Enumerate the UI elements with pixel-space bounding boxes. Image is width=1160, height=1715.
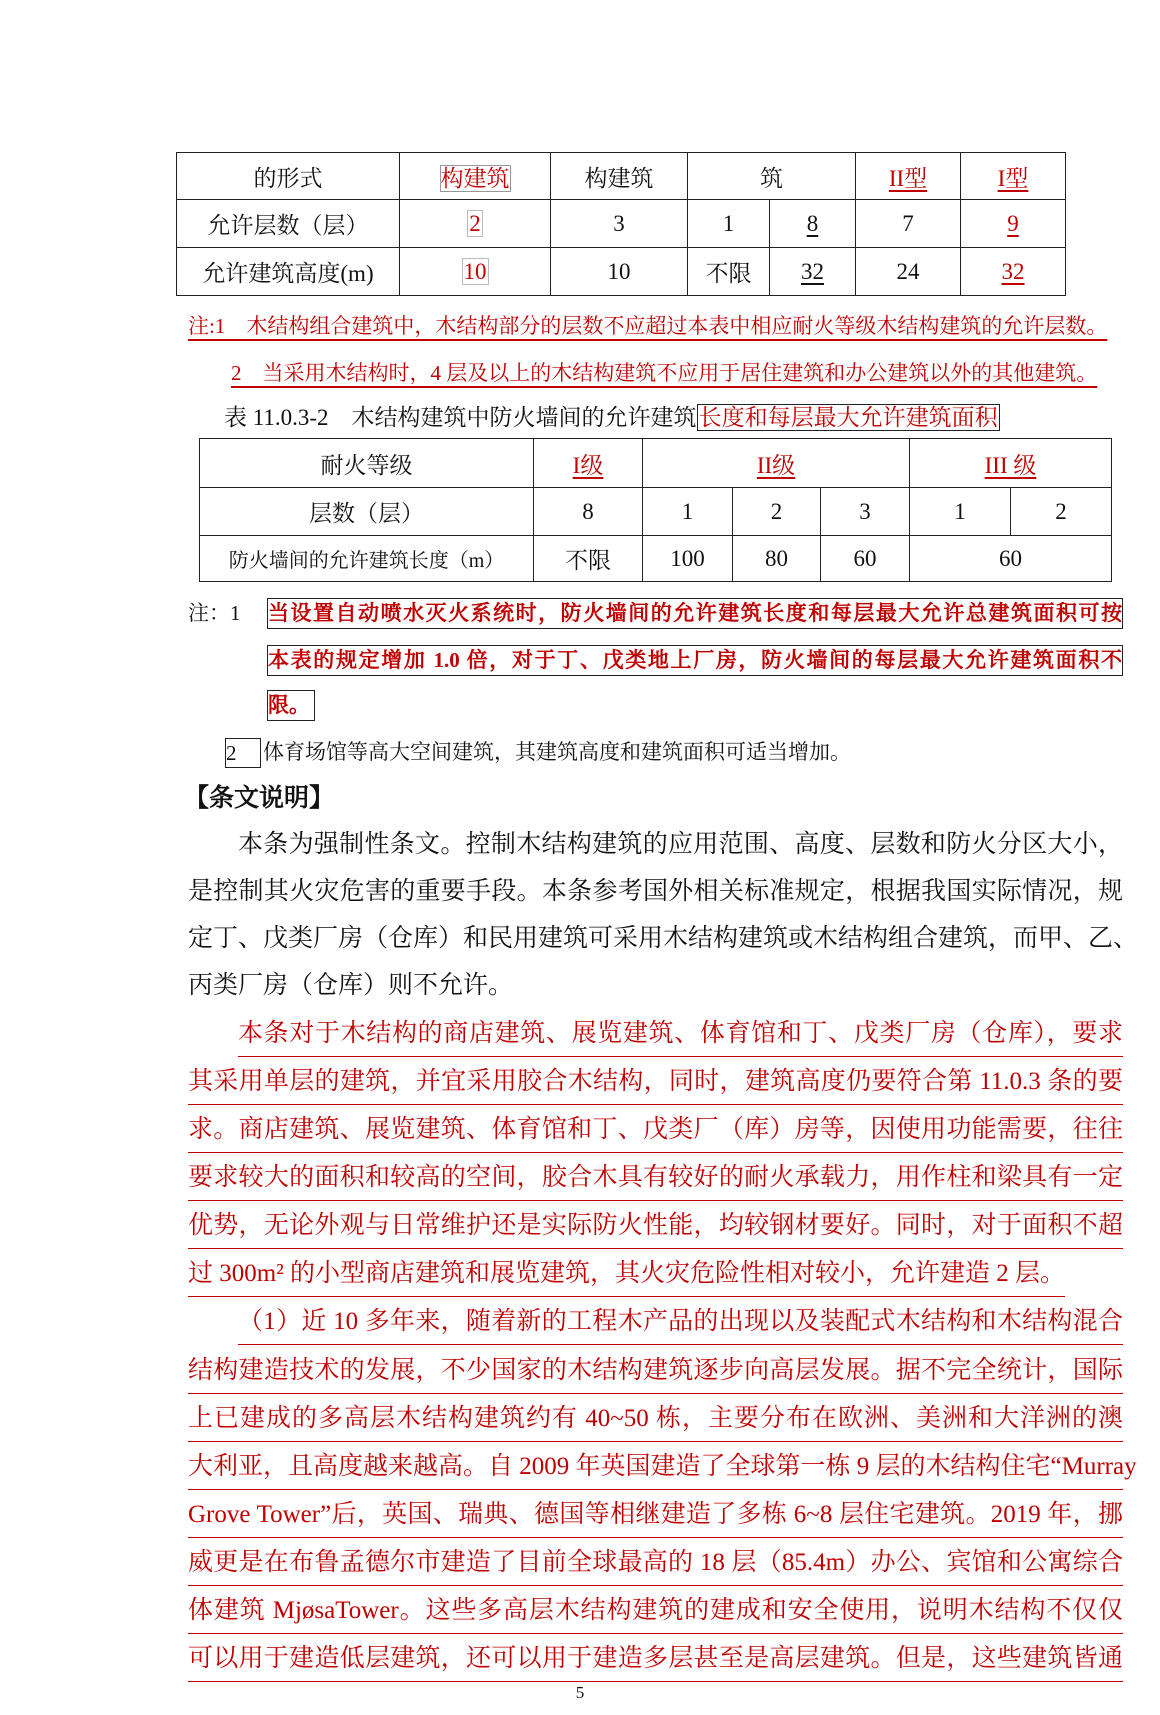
paragraph-line: 求。商店建筑、展览建筑、体育馆和丁、戊类厂（库）房等，因使用功能需要，往往 xyxy=(188,1108,1123,1153)
table-cell: 8 xyxy=(534,488,643,536)
paragraph-line: 其采用单层的建筑，并宜采用胶合木结构，同时，建筑高度仍要符合第 11.0.3 条的要 xyxy=(188,1060,1123,1105)
row-label: 防火墙间的允许建筑长度（m） xyxy=(200,536,534,582)
paragraph-line: 威更是在布鲁孟德尔市建造了目前全球最高的 18 层（85.4m）办公、宾馆和公寓综合 xyxy=(188,1541,1123,1586)
header-cell xyxy=(856,153,961,200)
header-text: I型 xyxy=(997,165,1029,191)
table-cell: 1 xyxy=(910,488,1011,536)
paragraph-line: 可以用于建造低层建筑，还可以用于建造多层甚至是高层建筑。但是，这些建筑皆通 xyxy=(188,1637,1123,1682)
table-cell xyxy=(400,200,551,248)
table-cell: 不限 xyxy=(534,536,643,582)
note2-number: 2 xyxy=(225,738,261,768)
paragraph-line: 结构建造技术的发展，不少国家的木结构建筑逐步向高层发展。据不完全统计，国际 xyxy=(188,1349,1123,1394)
paragraph-line: Grove Tower”后，英国、瑞典、德国等相继建造了多栋 6~8 层住宅建筑。2019 年，挪 xyxy=(188,1493,1123,1538)
table-cell: 1 xyxy=(643,488,733,536)
header-cell xyxy=(961,153,1066,200)
table-cell: 3 xyxy=(551,200,688,248)
table-cell: 2 xyxy=(733,488,821,536)
cell-value: 32 xyxy=(801,258,824,284)
table2-caption xyxy=(224,403,1000,433)
paragraph-line: 本条对于木结构的商店建筑、展览建筑、体育馆和丁、戊类厂房（仓库），要求 xyxy=(238,1012,1123,1057)
table-cell: 60 xyxy=(821,536,910,582)
table-row xyxy=(177,248,1066,296)
paragraph-line: 优势，无论外观与日常维护还是实际防火性能，均较钢材要好。同时，对于面积不超 xyxy=(188,1204,1123,1249)
table-cell: 不限 xyxy=(688,248,770,296)
paragraph-line: 要求较大的面积和较高的空间，胶合木具有较好的耐火承载力，用作柱和梁具有一定 xyxy=(188,1156,1123,1201)
table-row xyxy=(200,536,1112,582)
section-title: 【条文说明】 xyxy=(184,785,335,812)
table-cell: 2 xyxy=(1011,488,1112,536)
table-cell: 24 xyxy=(856,248,961,296)
header-text: II级 xyxy=(756,452,796,478)
row-label: 层数（层） xyxy=(200,488,534,536)
header-text: III 级 xyxy=(984,452,1037,478)
header-cell xyxy=(400,153,551,200)
header-cell xyxy=(910,439,1112,488)
table-header-row xyxy=(200,439,1112,488)
note1-line: 限。 xyxy=(267,690,315,721)
table-cell xyxy=(770,248,856,296)
paragraph-line: 大利亚，且高度越来越高。自 2009 年英国建造了全球第一栋 9 层的木结构住宅“Murray xyxy=(188,1445,1123,1490)
table-cell: 1 xyxy=(688,200,770,248)
paragraph-line: （1）近 10 多年来，随着新的工程木产品的出现以及装配式木结构和木结构混合 xyxy=(238,1300,1123,1345)
paragraph-line: 上已建成的多高层木结构建筑约有 40~50 栋，主要分布在欧洲、美洲和大洋洲的澳 xyxy=(188,1397,1123,1442)
table-firewall-length xyxy=(199,438,1112,582)
table-cell: 80 xyxy=(733,536,821,582)
table-cell: 100 xyxy=(643,536,733,582)
explanation-body xyxy=(188,823,1139,1686)
table-allowable-floors xyxy=(176,152,1066,296)
table-cell xyxy=(961,248,1066,296)
caption-prefix: 表 11.0.3-2 木结构建筑中防火墙间的允许建筑 xyxy=(224,405,697,430)
note1-line: 本表的规定增加 1.0 倍，对于丁、戊类地上厂房，防火墙间的每层最大允许建筑面积不 xyxy=(267,645,1123,676)
paragraph-line: 本条为强制性条文。控制木结构建筑的应用范围、高度、层数和防火分区大小， xyxy=(238,831,1123,858)
header-cell: 构建筑 xyxy=(551,153,688,200)
table-cell xyxy=(400,248,551,296)
cell-value: 10 xyxy=(463,258,487,284)
header-cell xyxy=(643,439,910,488)
paragraph-line: 定丁、戊类厂房（仓库）和民用建筑可采用木结构建筑或木结构组合建筑，而甲、乙、 xyxy=(188,925,1139,953)
header-text: I级 xyxy=(572,452,604,478)
paragraph-line: 体建筑 MjøsaTower。这些多高层木结构建筑的建成和安全使用，说明木结构不仅仅 xyxy=(188,1589,1123,1634)
cell-value: 8 xyxy=(806,210,819,236)
header-cell: 筑 xyxy=(688,153,856,200)
header-cell: 的形式 xyxy=(177,153,400,200)
caption-boxed: 长度和每层最大允许建筑面积 xyxy=(698,405,998,430)
table-row xyxy=(177,200,1066,248)
table-cell: 60 xyxy=(910,536,1112,582)
note2-text: 体育场馆等高大空间建筑，其建筑高度和建筑面积可适当增加。 xyxy=(263,740,851,764)
header-cell xyxy=(534,439,643,488)
cell-value: 9 xyxy=(1007,210,1019,236)
table-cell xyxy=(961,200,1066,248)
table1-note-1: 注:1 木结构组合建筑中，木结构部分的层数不应超过本表中相应耐火等级木结构建筑的允许层数。 xyxy=(188,314,1108,338)
row-label: 允许建筑高度(m) xyxy=(177,248,400,296)
note-label: 注：1 xyxy=(188,601,241,625)
cell-value: 2 xyxy=(469,210,481,236)
page-number: 5 xyxy=(575,1683,585,1702)
row-label: 允许层数（层） xyxy=(177,200,400,248)
table-cell: 3 xyxy=(821,488,910,536)
paragraph-line: 是控制其火灾危害的重要手段。本条参考国外相关标准规定，根据我国实际情况，规 xyxy=(188,878,1123,906)
table-cell: 10 xyxy=(551,248,688,296)
header-cell: 耐火等级 xyxy=(200,439,534,488)
table-cell: 7 xyxy=(856,200,961,248)
table-header-row xyxy=(177,153,1066,200)
cell-value: 32 xyxy=(1001,258,1025,284)
paragraph-line: 过 300m² 的小型商店建筑和展览建筑，其火灾危险性相对较小，允许建造 2 层。 xyxy=(188,1252,1065,1297)
header-text: II型 xyxy=(888,165,928,191)
table1-note-2: 2 当采用木结构时，4 层及以上的木结构建筑不应用于居住建筑和办公建筑以外的其他建筑。 xyxy=(231,361,1098,385)
table-row xyxy=(200,488,1112,536)
table-cell xyxy=(770,200,856,248)
header-text: 构建筑 xyxy=(440,165,510,191)
paragraph-line: 丙类厂房（仓库）则不允许。 xyxy=(188,972,514,1000)
note1-line: 当设置自动喷水灭火系统时，防火墙间的允许建筑长度和每层最大允许总建筑面积可按 xyxy=(267,598,1123,629)
